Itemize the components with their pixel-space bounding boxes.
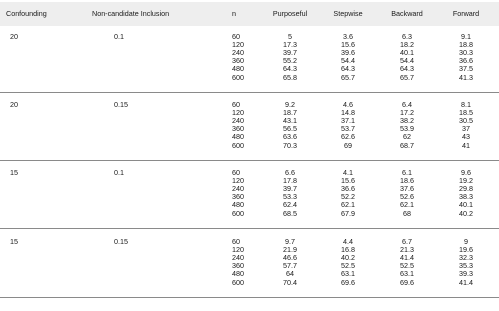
cell-confounding: 15 xyxy=(10,237,18,246)
cell-purposeful: 70.3 xyxy=(283,140,297,150)
group-divider xyxy=(0,160,499,161)
cell-purposeful: 65.8 xyxy=(283,72,297,82)
cell-purposeful: 53.3 xyxy=(283,192,297,202)
cell-forward: 29.8 xyxy=(459,184,473,194)
cell-backward: 38.2 xyxy=(400,116,414,126)
cell-confounding: 20 xyxy=(10,32,18,41)
cell-stepwise: 3.6 xyxy=(343,32,353,41)
cell-n: 60 xyxy=(232,168,240,177)
cell-purposeful: 62.4 xyxy=(283,200,297,210)
cell-stepwise: 69 xyxy=(344,140,352,150)
cell-purposeful: 17.3 xyxy=(283,40,297,50)
cell-stepwise: 52.2 xyxy=(341,192,355,202)
cell-backward: 68 xyxy=(403,208,411,218)
cell-forward: 40.2 xyxy=(459,208,473,218)
cell-stepwise: 52.5 xyxy=(341,261,355,271)
cell-stepwise: 40.2 xyxy=(341,253,355,263)
cell-forward: 37 xyxy=(462,124,470,134)
cell-stepwise: 16.8 xyxy=(341,245,355,255)
cell-backward: 53.9 xyxy=(400,124,414,134)
cell-n: 240 xyxy=(232,48,244,58)
cell-forward: 32.3 xyxy=(459,253,473,263)
cell-backward: 40.1 xyxy=(400,48,414,58)
cell-forward: 9.6 xyxy=(461,168,471,177)
header-n: n xyxy=(232,9,236,18)
cell-backward: 17.2 xyxy=(400,108,414,118)
cell-n: 360 xyxy=(232,192,244,202)
header-purposeful: Purposeful xyxy=(272,9,308,18)
cell-non-candidate-inclusion: 0.1 xyxy=(114,168,124,177)
cell-n: 600 xyxy=(232,140,244,150)
cell-purposeful: 43.1 xyxy=(283,116,297,126)
cell-forward: 35.3 xyxy=(459,261,473,271)
cell-stepwise: 53.7 xyxy=(341,124,355,134)
cell-n: 480 xyxy=(232,269,244,279)
cell-forward: 18.8 xyxy=(459,40,473,50)
cell-purposeful: 63.6 xyxy=(283,132,297,142)
cell-backward: 41.4 xyxy=(400,253,414,263)
cell-forward: 38.3 xyxy=(459,192,473,202)
cell-n: 360 xyxy=(232,56,244,66)
cell-forward: 36.6 xyxy=(459,56,473,66)
cell-forward: 19.2 xyxy=(459,176,473,186)
cell-n: 120 xyxy=(232,245,244,255)
cell-non-candidate-inclusion: 0.15 xyxy=(114,100,128,109)
cell-purposeful: 9.7 xyxy=(285,237,295,246)
cell-confounding: 20 xyxy=(10,100,18,109)
cell-forward: 8.1 xyxy=(461,100,471,109)
cell-forward: 41.3 xyxy=(459,72,473,82)
cell-stepwise: 37.1 xyxy=(341,116,355,126)
group-divider xyxy=(0,92,499,93)
cell-n: 360 xyxy=(232,124,244,134)
cell-stepwise: 15.6 xyxy=(341,176,355,186)
cell-purposeful: 21.9 xyxy=(283,245,297,255)
cell-stepwise: 15.6 xyxy=(341,40,355,50)
cell-forward: 43 xyxy=(462,132,470,142)
cell-backward: 62.1 xyxy=(400,200,414,210)
cell-backward: 21.3 xyxy=(400,245,414,255)
cell-purposeful: 39.7 xyxy=(283,184,297,194)
cell-non-candidate-inclusion: 0.15 xyxy=(114,237,128,246)
cell-n: 480 xyxy=(232,200,244,210)
cell-n: 60 xyxy=(232,100,240,109)
cell-forward: 18.5 xyxy=(459,108,473,118)
cell-n: 60 xyxy=(232,237,240,246)
cell-backward: 6.1 xyxy=(402,168,412,177)
cell-backward: 69.6 xyxy=(400,277,414,287)
cell-stepwise: 64.3 xyxy=(341,64,355,74)
cell-n: 600 xyxy=(232,277,244,287)
cell-stepwise: 62.1 xyxy=(341,200,355,210)
cell-forward: 41.4 xyxy=(459,277,473,287)
cell-backward: 18.6 xyxy=(400,176,414,186)
cell-stepwise: 62.6 xyxy=(341,132,355,142)
cell-backward: 63.1 xyxy=(400,269,414,279)
cell-stepwise: 36.6 xyxy=(341,184,355,194)
group-divider xyxy=(0,228,499,229)
cell-purposeful: 46.6 xyxy=(283,253,297,263)
cell-purposeful: 64.3 xyxy=(283,64,297,74)
cell-purposeful: 9.2 xyxy=(285,100,295,109)
cell-stepwise: 4.1 xyxy=(343,168,353,177)
cell-confounding: 15 xyxy=(10,168,18,177)
cell-non-candidate-inclusion: 0.1 xyxy=(114,32,124,41)
cell-n: 240 xyxy=(232,253,244,263)
cell-purposeful: 68.5 xyxy=(283,208,297,218)
cell-forward: 39.3 xyxy=(459,269,473,279)
cell-n: 120 xyxy=(232,176,244,186)
cell-forward: 19.6 xyxy=(459,245,473,255)
cell-forward: 37.5 xyxy=(459,64,473,74)
cell-stepwise: 65.7 xyxy=(341,72,355,82)
cell-stepwise: 4.6 xyxy=(343,100,353,109)
cell-purposeful: 56.5 xyxy=(283,124,297,134)
cell-n: 240 xyxy=(232,184,244,194)
header-stepwise: Stepwise xyxy=(333,9,363,18)
cell-n: 60 xyxy=(232,32,240,41)
cell-backward: 68.7 xyxy=(400,140,414,150)
cell-n: 600 xyxy=(232,208,244,218)
cell-purposeful: 6.6 xyxy=(285,168,295,177)
cell-stepwise: 39.6 xyxy=(341,48,355,58)
cell-stepwise: 54.4 xyxy=(341,56,355,66)
cell-stepwise: 14.8 xyxy=(341,108,355,118)
cell-purposeful: 18.7 xyxy=(283,108,297,118)
header-backward: Backward xyxy=(391,9,423,18)
cell-stepwise: 69.6 xyxy=(341,277,355,287)
header-confounding: Confounding xyxy=(6,9,47,18)
cell-n: 480 xyxy=(232,64,244,74)
cell-n: 480 xyxy=(232,132,244,142)
cell-n: 600 xyxy=(232,72,244,82)
cell-forward: 30.3 xyxy=(459,48,473,58)
cell-backward: 62 xyxy=(403,132,411,142)
cell-purposeful: 17.8 xyxy=(283,176,297,186)
cell-purposeful: 57.7 xyxy=(283,261,297,271)
cell-purposeful: 39.7 xyxy=(283,48,297,58)
cell-purposeful: 55.2 xyxy=(283,56,297,66)
cell-backward: 37.6 xyxy=(400,184,414,194)
cell-backward: 52.6 xyxy=(400,192,414,202)
cell-backward: 6.3 xyxy=(402,32,412,41)
cell-purposeful: 70.4 xyxy=(283,277,297,287)
cell-backward: 6.7 xyxy=(402,237,412,246)
cell-purposeful: 5 xyxy=(288,32,292,41)
cell-forward: 41 xyxy=(462,140,470,150)
cell-backward: 54.4 xyxy=(400,56,414,66)
cell-n: 120 xyxy=(232,40,244,50)
group-divider xyxy=(0,297,499,298)
cell-forward: 40.1 xyxy=(459,200,473,210)
cell-backward: 65.7 xyxy=(400,72,414,82)
cell-n: 120 xyxy=(232,108,244,118)
cell-backward: 18.2 xyxy=(400,40,414,50)
cell-stepwise: 63.1 xyxy=(341,269,355,279)
header-forward: Forward xyxy=(452,9,480,18)
cell-backward: 64.3 xyxy=(400,64,414,74)
cell-n: 240 xyxy=(232,116,244,126)
cell-stepwise: 67.9 xyxy=(341,208,355,218)
cell-stepwise: 4.4 xyxy=(343,237,353,246)
table-header xyxy=(0,2,499,26)
header-non-candidate-inclusion: Non-candidate Inclusion xyxy=(92,9,170,18)
cell-purposeful: 64 xyxy=(286,269,294,279)
cell-forward: 9.1 xyxy=(461,32,471,41)
cell-forward: 9 xyxy=(464,237,468,246)
cell-n: 360 xyxy=(232,261,244,271)
cell-forward: 30.5 xyxy=(459,116,473,126)
cell-backward: 52.5 xyxy=(400,261,414,271)
cell-backward: 6.4 xyxy=(402,100,412,109)
